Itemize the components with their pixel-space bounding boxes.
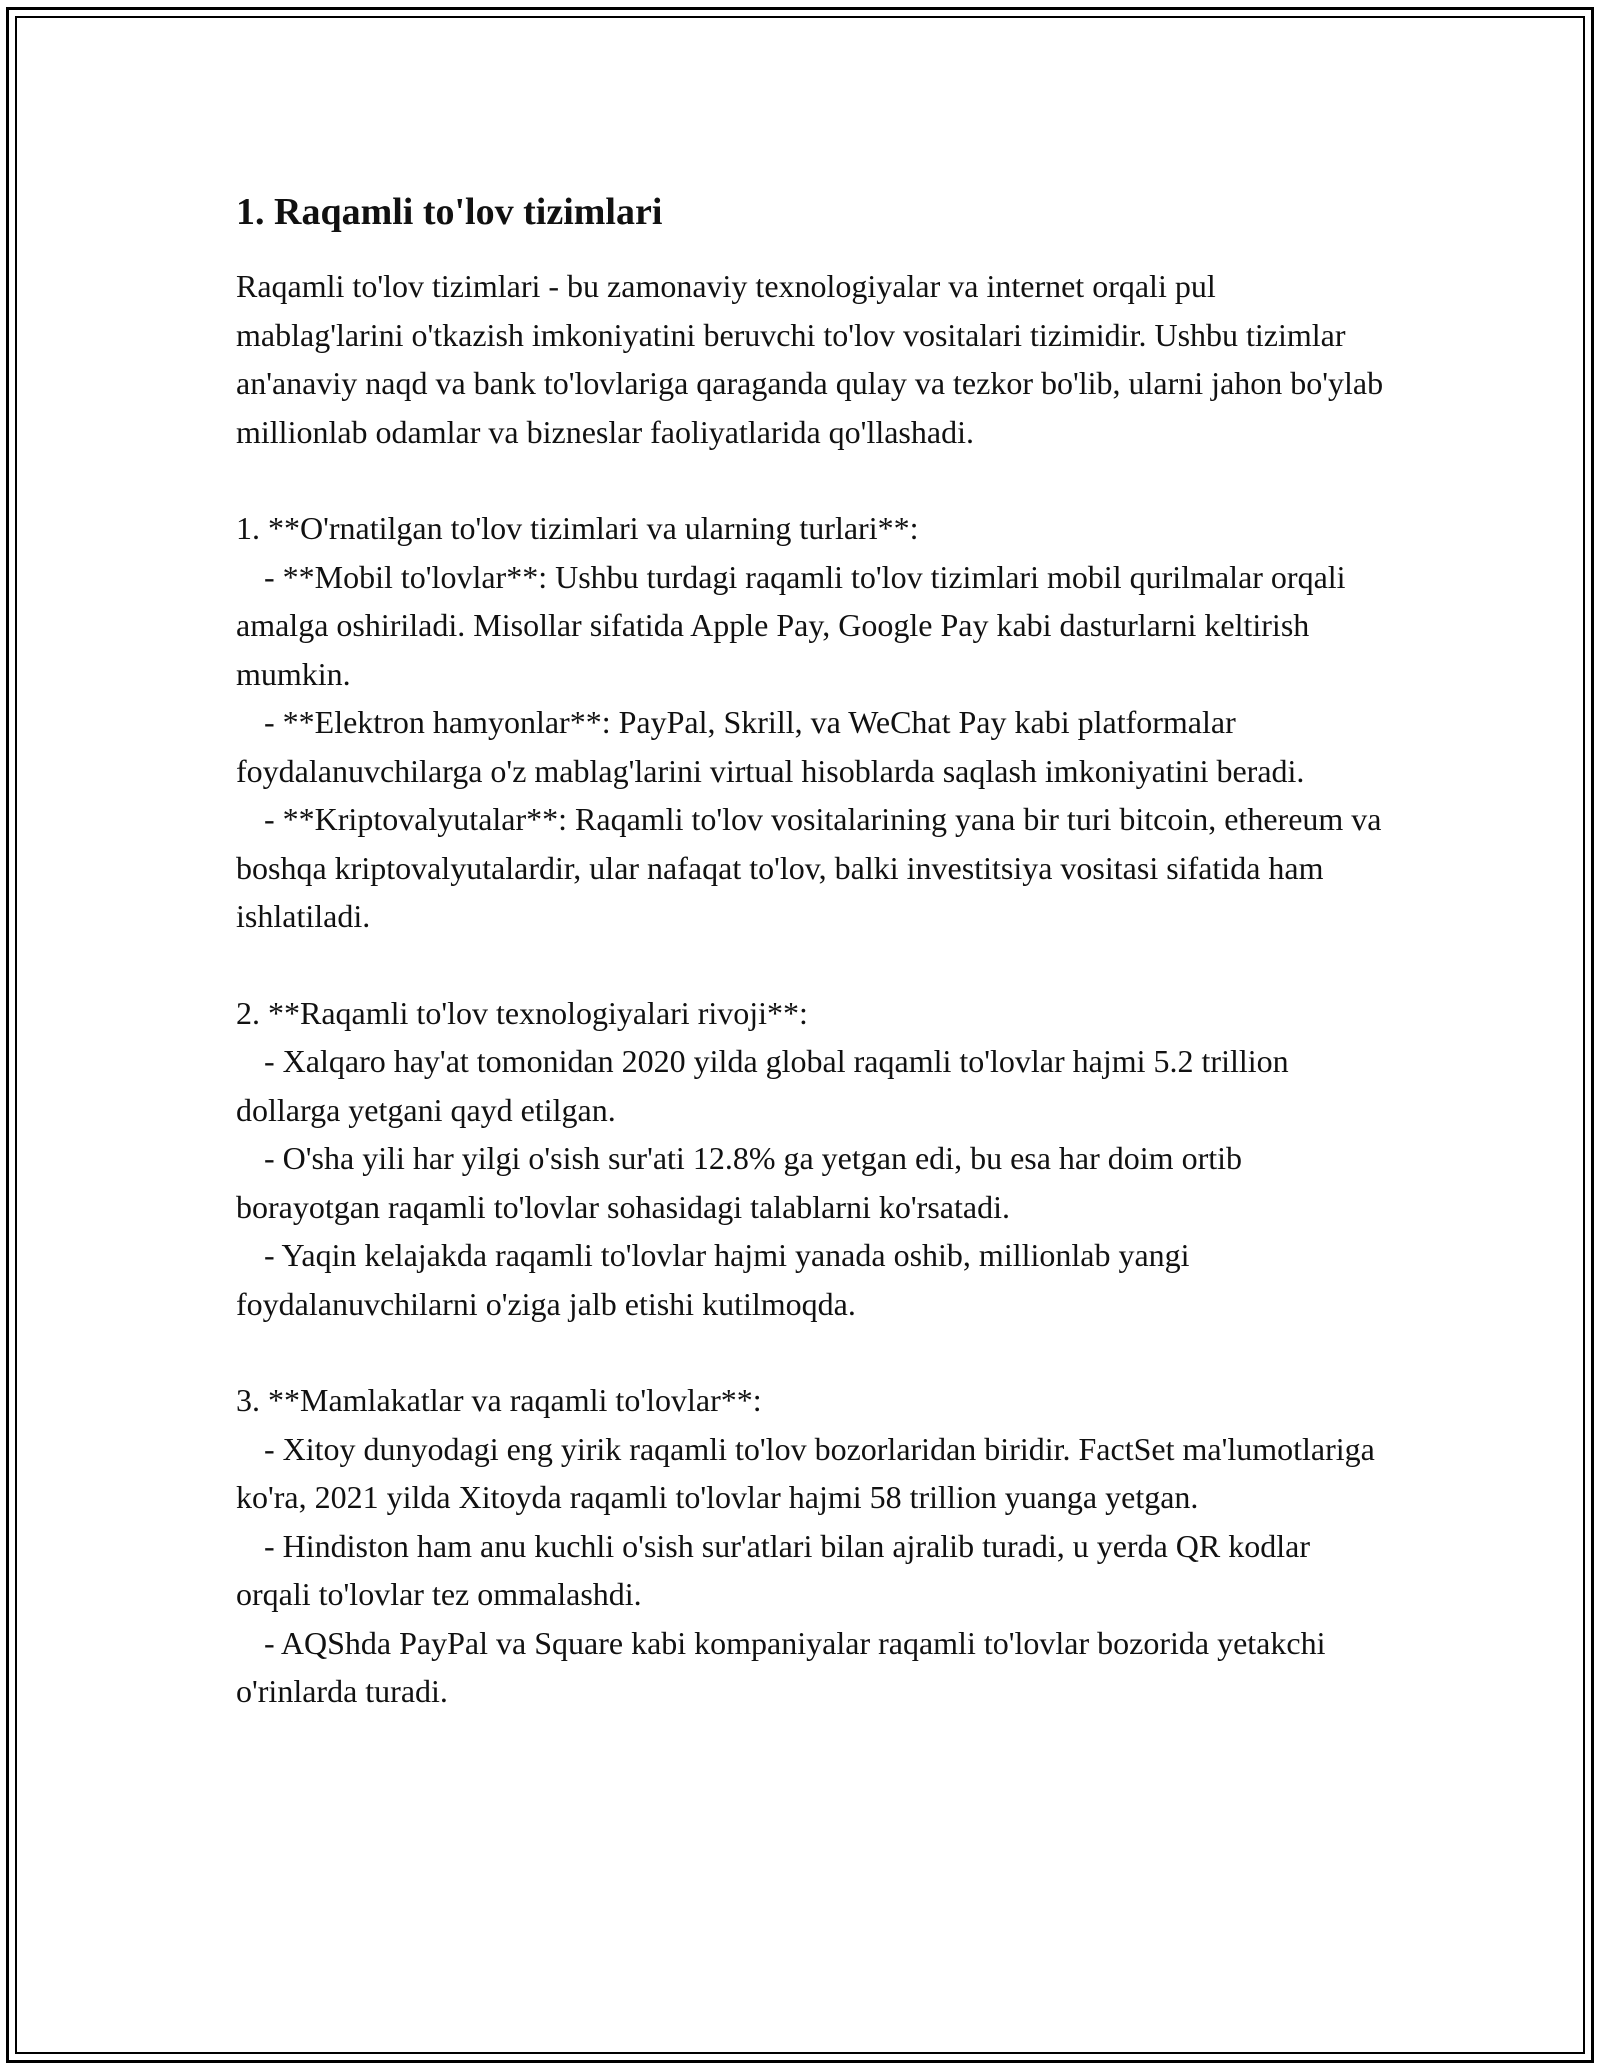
document-title: 1. Raqamli to'lov tizimlari	[236, 191, 663, 233]
section-heading: 1. **O'rnatilgan to'lov tizimlari va ularning turlari**:	[236, 510, 919, 546]
bullet-item: - Yaqin kelajakda raqamli to'lovlar hajmi yanada oshib, millionlab yangi foydalanuvchilarni o'ziga jalb etishi kutilmoqda.	[236, 1237, 1190, 1322]
section-heading: 3. **Mamlakatlar va raqamli to'lovlar**:	[236, 1382, 762, 1418]
bullet-item: - O'sha yili har yilgi o'sish sur'ati 12.8% ga yetgan edi, bu esa har doim ortib borayotgan raqamli to'lovlar sohasidagi talablarni ko'rsatadi.	[236, 1140, 1242, 1225]
section-installed-payment-systems	[236, 504, 1386, 941]
bullet-item: - **Mobil to'lovlar**: Ushbu turdagi raqamli to'lov tizimlari mobil qurilmalar orqali amalga oshiriladi. Misollar sifatida Apple Pay, Google Pay kabi dasturlarni keltirish mumkin.	[236, 558, 1346, 692]
intro-paragraph: Raqamli to'lov tizimlari - bu zamonaviy texnologiyalar va internet orqali pul mablag'larini o'tkazish imkoniyatini beruvchi to'lov vositalari tizimidir. Ushbu tizimlar an'anaviy naqd va bank to'lovlariga qaraganda qulay va tezkor bo'lib, ularni jahon bo'ylab millionlab odamlar va bizneslar faoliyatlarida qo'llashadi.	[236, 268, 1384, 450]
bullet-item: - AQShda PayPal va Square kabi kompaniyalar raqamli to'lovlar bozorida yetakchi o'rinlarda turadi.	[236, 1624, 1326, 1709]
section-heading: 2. **Raqamli to'lov texnologiyalari rivoji**:	[236, 994, 808, 1031]
bullet-item: - **Elektron hamyonlar**: PayPal, Skrill, va WeChat Pay kabi platformalar foydalanuvchilarga o'z mablag'larini virtual hisoblarda saqlash imkoniyatini beradi.	[236, 704, 1305, 789]
bullet-item: - Xalqaro hay'at tomonidan 2020 yilda global raqamli to'lovlar hajmi 5.2 trillion dollarga yetgani qayd etilgan.	[236, 1043, 1289, 1128]
document-body	[236, 186, 1386, 1764]
bullet-item: - Hindiston ham anu kuchli o'sish sur'atlari bilan ajralib turadi, u yerda QR kodlar orqali to'lovlar tez ommalashdi.	[236, 1527, 1310, 1612]
bullet-item: - Xitoy dunyodagi eng yirik raqamli to'lov bozorlaridan biridir. FactSet ma'lumotlariga ko'ra, 2021 yilda Xitoyda raqamli to'lovlar hajmi 58 trillion yuanga yetgan.	[236, 1430, 1375, 1515]
section-countries-digital-payments	[236, 1376, 1386, 1716]
bullet-item: - **Kriptovalyutalar**: Raqamli to'lov vositalarining yana bir turi bitcoin, ethereum va boshqa kriptovalyutalardir, ular nafaqat to'lov, balki investitsiya vositasi sifatida ham ishlatiladi.	[236, 801, 1382, 934]
section-payment-tech-development	[236, 989, 1386, 1329]
